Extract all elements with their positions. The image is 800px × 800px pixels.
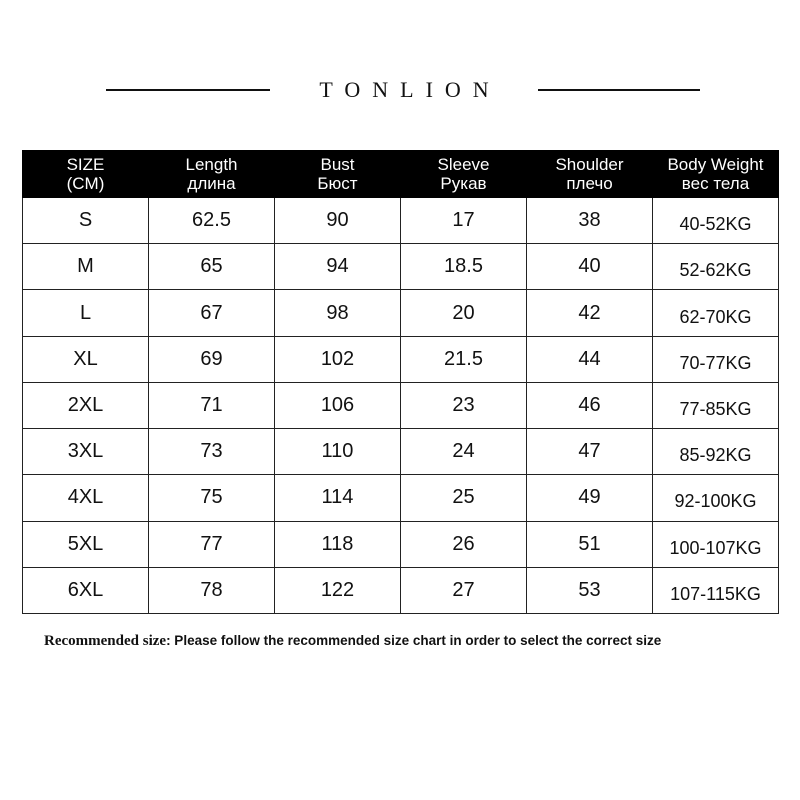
cell-sleeve: 18.5 [401, 244, 527, 290]
cell-body-weight: 77-85KG [653, 382, 779, 428]
cell-size: 2XL [23, 382, 149, 428]
cell-size: 3XL [23, 429, 149, 475]
cell-bust: 118 [275, 521, 401, 567]
note-label: Recommended size [44, 633, 167, 649]
table-row [23, 290, 779, 336]
brand-name: TONLION [319, 77, 501, 102]
header-length [149, 151, 275, 198]
cell-size: 5XL [23, 521, 149, 567]
cell-sleeve: 21.5 [401, 336, 527, 382]
cell-body-weight: 62-70KG [653, 290, 779, 336]
cell-shoulder: 40 [527, 244, 653, 290]
cell-size: M [23, 244, 149, 290]
cell-shoulder: 42 [527, 290, 653, 336]
cell-size: 4XL [23, 475, 149, 521]
brand-divider-left [106, 89, 270, 91]
header-body-weight [653, 151, 779, 198]
header-line-ru: плечо [566, 174, 613, 193]
cell-bust: 114 [275, 475, 401, 521]
cell-sleeve: 26 [401, 521, 527, 567]
cell-length: 78 [149, 567, 275, 613]
cell-bust: 98 [275, 290, 401, 336]
header-line-en: Length [185, 155, 238, 174]
header-line-ru: вес тела [681, 174, 750, 193]
cell-sleeve: 20 [401, 290, 527, 336]
cell-sleeve: 23 [401, 382, 527, 428]
table-row [23, 475, 779, 521]
cell-shoulder: 46 [527, 382, 653, 428]
note-text: : Please follow the recommended size chart in order to select the correct size [166, 633, 662, 648]
brand-header [0, 76, 800, 104]
cell-length: 62.5 [149, 198, 275, 244]
cell-body-weight: 70-77KG [653, 336, 779, 382]
cell-length: 65 [149, 244, 275, 290]
table-row [23, 336, 779, 382]
cell-shoulder: 47 [527, 429, 653, 475]
table-header-row [23, 151, 779, 198]
cell-length: 69 [149, 336, 275, 382]
cell-sleeve: 27 [401, 567, 527, 613]
cell-length: 67 [149, 290, 275, 336]
cell-sleeve: 24 [401, 429, 527, 475]
header-size [23, 151, 149, 198]
cell-body-weight: 85-92KG [653, 429, 779, 475]
header-sleeve [401, 151, 527, 198]
cell-shoulder: 51 [527, 521, 653, 567]
cell-bust: 90 [275, 198, 401, 244]
cell-body-weight: 52-62KG [653, 244, 779, 290]
cell-size: L [23, 290, 149, 336]
cell-shoulder: 44 [527, 336, 653, 382]
brand-divider-right [538, 89, 700, 91]
cell-sleeve: 25 [401, 475, 527, 521]
header-line-sub: (CM) [66, 174, 105, 193]
header-line-en: Shoulder [555, 155, 624, 174]
cell-body-weight: 100-107KG [653, 521, 779, 567]
header-line-en: Bust [320, 155, 355, 174]
cell-shoulder: 53 [527, 567, 653, 613]
table-row [23, 567, 779, 613]
cell-size: XL [23, 336, 149, 382]
cell-length: 73 [149, 429, 275, 475]
table-row [23, 429, 779, 475]
header-bust [275, 151, 401, 198]
cell-body-weight: 92-100KG [653, 475, 779, 521]
cell-bust: 94 [275, 244, 401, 290]
recommended-size-note [44, 630, 784, 651]
cell-body-weight: 107-115KG [653, 567, 779, 613]
header-line-ru: Бюст [317, 174, 358, 193]
cell-bust: 102 [275, 336, 401, 382]
cell-bust: 122 [275, 567, 401, 613]
table-row [23, 521, 779, 567]
cell-bust: 106 [275, 382, 401, 428]
cell-length: 77 [149, 521, 275, 567]
cell-sleeve: 17 [401, 198, 527, 244]
cell-length: 71 [149, 382, 275, 428]
cell-shoulder: 49 [527, 475, 653, 521]
cell-body-weight: 40-52KG [653, 198, 779, 244]
cell-length: 75 [149, 475, 275, 521]
header-shoulder [527, 151, 653, 198]
cell-size: 6XL [23, 567, 149, 613]
table-row [23, 382, 779, 428]
cell-shoulder: 38 [527, 198, 653, 244]
header-line-en: Sleeve [437, 155, 490, 174]
cell-size: S [23, 198, 149, 244]
header-line-ru: длина [187, 174, 236, 193]
table-row [23, 244, 779, 290]
size-chart-table [22, 150, 779, 614]
header-line-en: Body Weight [667, 155, 764, 174]
header-line-en: SIZE [66, 155, 105, 174]
cell-bust: 110 [275, 429, 401, 475]
table-row [23, 198, 779, 244]
header-line-ru: Рукав [440, 174, 487, 193]
